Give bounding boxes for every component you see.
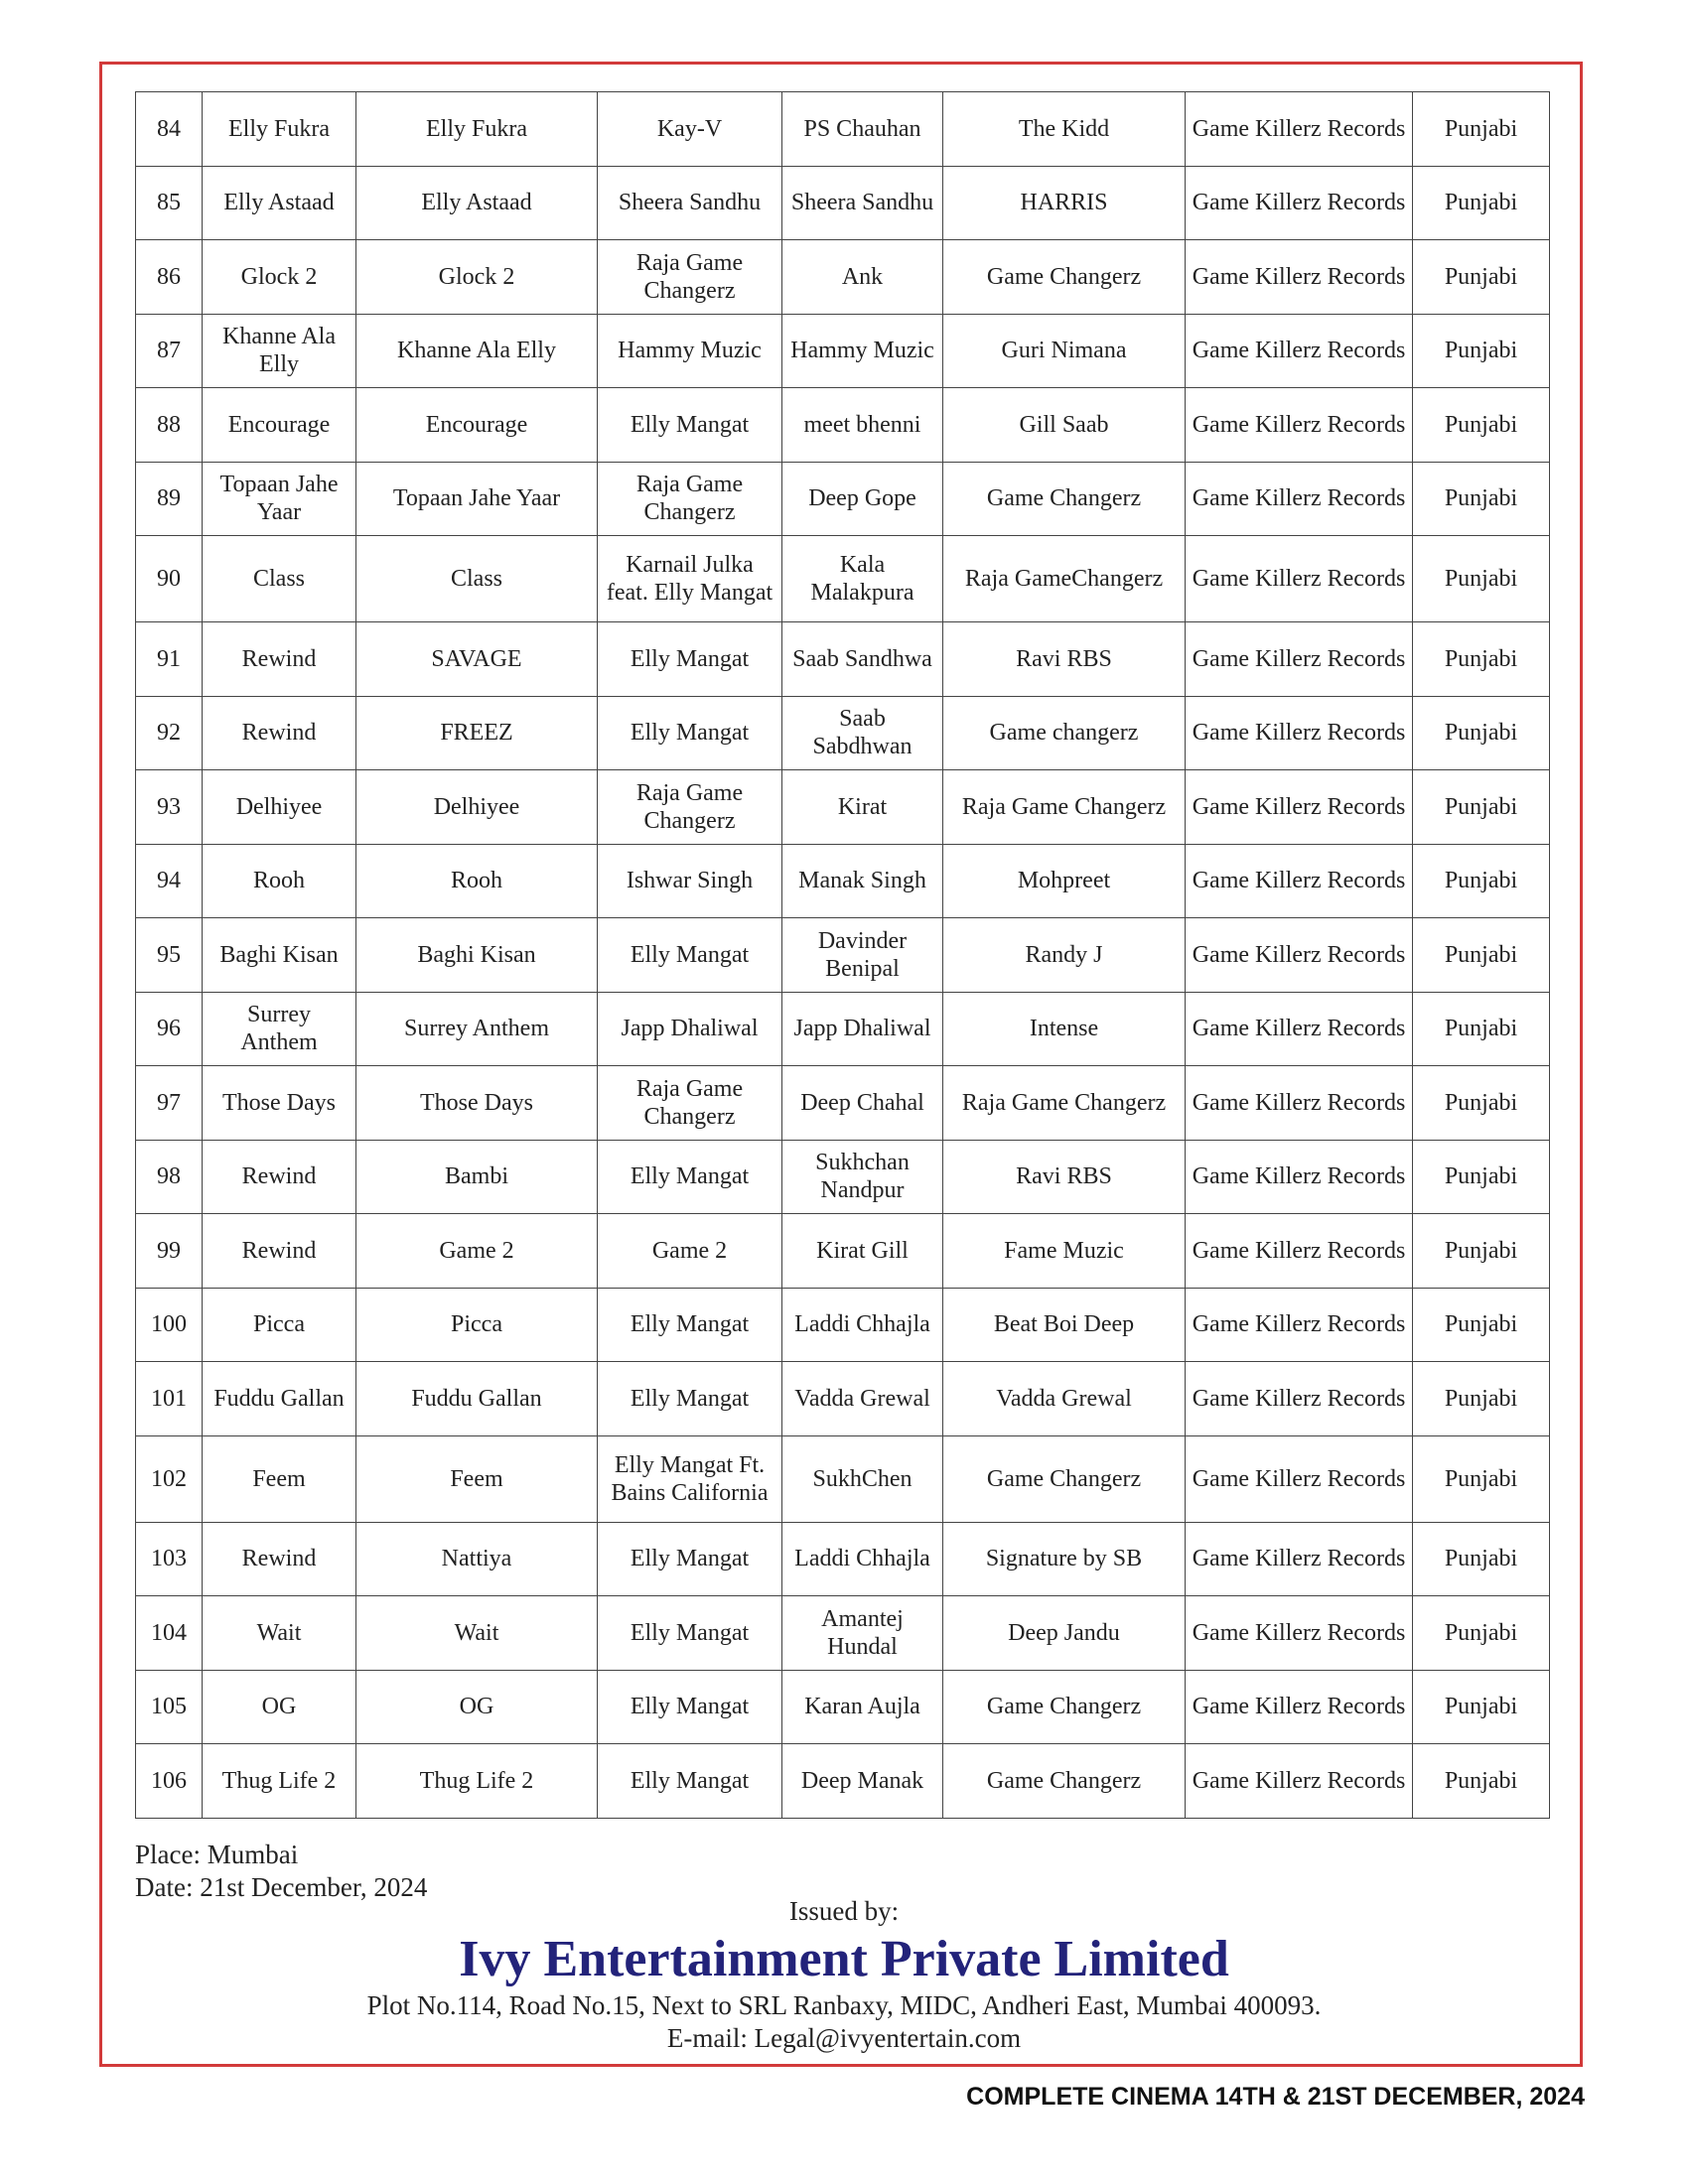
table-cell: Ravi RBS: [943, 1140, 1186, 1214]
table-cell: Mohpreet: [943, 844, 1186, 918]
table-cell: The Kidd: [943, 92, 1186, 167]
table-cell: Amantej Hundal: [782, 1596, 943, 1671]
table-cell: 85: [136, 166, 203, 240]
table-cell: Elly Mangat: [598, 1140, 782, 1214]
table-cell: Ravi RBS: [943, 622, 1186, 697]
company-email: E-mail: Legal@ivyentertain.com: [666, 2023, 1022, 2053]
table-cell: Kirat: [782, 770, 943, 845]
table-cell: Rewind: [203, 696, 356, 770]
table-cell: Game Killerz Records: [1186, 622, 1413, 697]
table-cell: 86: [136, 240, 203, 315]
table-cell: Game Killerz Records: [1186, 1214, 1413, 1289]
table-cell: Game changerz: [943, 696, 1186, 770]
table-cell: 98: [136, 1140, 203, 1214]
table-row: [136, 1744, 1550, 1819]
table-cell: Sheera Sandhu: [782, 166, 943, 240]
table-cell: Punjabi: [1413, 622, 1550, 697]
table-cell: Elly Fukra: [203, 92, 356, 167]
table-cell: 105: [136, 1670, 203, 1744]
table-cell: Saab Sabdhwan: [782, 696, 943, 770]
table-cell: Game Killerz Records: [1186, 1435, 1413, 1522]
table-cell: Khanne Ala Elly: [356, 314, 598, 388]
table-cell: Picca: [203, 1288, 356, 1362]
table-cell: Punjabi: [1413, 1214, 1550, 1289]
table-cell: Fame Muzic: [943, 1214, 1186, 1289]
table-cell: Ank: [782, 240, 943, 315]
table-cell: Punjabi: [1413, 462, 1550, 536]
table-cell: 100: [136, 1288, 203, 1362]
table-cell: Delhiyee: [203, 770, 356, 845]
table-cell: Khanne Ala Elly: [203, 314, 356, 388]
table-cell: Encourage: [203, 388, 356, 463]
table-row: [136, 1140, 1550, 1214]
table-cell: Raja Game Changerz: [598, 240, 782, 315]
table-cell: Karan Aujla: [782, 1670, 943, 1744]
table-cell: Deep Chahal: [782, 1066, 943, 1141]
table-cell: Davinder Benipal: [782, 918, 943, 993]
table-row: [136, 992, 1550, 1066]
table-cell: Topaan Jahe Yaar: [356, 462, 598, 536]
table-cell: Game Killerz Records: [1186, 536, 1413, 622]
table-row: [136, 92, 1550, 167]
table-cell: Signature by SB: [943, 1522, 1186, 1596]
table-cell: Game Changerz: [943, 1435, 1186, 1522]
table-cell: Punjabi: [1413, 844, 1550, 918]
table-cell: Raja Game Changerz: [598, 770, 782, 845]
table-cell: Beat Boi Deep: [943, 1288, 1186, 1362]
table-cell: Elly Mangat: [598, 1596, 782, 1671]
table-cell: 93: [136, 770, 203, 845]
table-cell: Hammy Muzic: [782, 314, 943, 388]
table-cell: Game Killerz Records: [1186, 1522, 1413, 1596]
table-cell: 96: [136, 992, 203, 1066]
table-cell: Game Killerz Records: [1186, 1362, 1413, 1436]
table-cell: Sheera Sandhu: [598, 166, 782, 240]
table-row: [136, 622, 1550, 697]
table-cell: Elly Mangat: [598, 1744, 782, 1819]
table-cell: Vadda Grewal: [943, 1362, 1186, 1436]
table-cell: Punjabi: [1413, 1362, 1550, 1436]
table-cell: Bambi: [356, 1140, 598, 1214]
table-cell: Baghi Kisan: [356, 918, 598, 993]
table-cell: Elly Mangat: [598, 696, 782, 770]
table-cell: Punjabi: [1413, 1066, 1550, 1141]
table-cell: Japp Dhaliwal: [782, 992, 943, 1066]
table-cell: Thug Life 2: [203, 1744, 356, 1819]
place-date: [135, 1839, 427, 1904]
table-cell: Those Days: [356, 1066, 598, 1141]
table-cell: Wait: [203, 1596, 356, 1671]
table-cell: Elly Mangat: [598, 1362, 782, 1436]
table-cell: Game Changerz: [943, 1744, 1186, 1819]
table-cell: Deep Jandu: [943, 1596, 1186, 1671]
table-cell: Game Killerz Records: [1186, 388, 1413, 463]
table-cell: Nattiya: [356, 1522, 598, 1596]
table-cell: Glock 2: [356, 240, 598, 315]
table-cell: Game Killerz Records: [1186, 1140, 1413, 1214]
table-cell: Kirat Gill: [782, 1214, 943, 1289]
table-cell: Surrey Anthem: [203, 992, 356, 1066]
table-row: [136, 1288, 1550, 1362]
table-cell: Gill Saab: [943, 388, 1186, 463]
table-cell: Punjabi: [1413, 1288, 1550, 1362]
table-cell: Feem: [356, 1435, 598, 1522]
table-cell: Encourage: [356, 388, 598, 463]
table-row: [136, 918, 1550, 993]
table-cell: Game Killerz Records: [1186, 696, 1413, 770]
table-cell: Game Killerz Records: [1186, 166, 1413, 240]
credits-table: [135, 91, 1550, 1819]
table-cell: Feem: [203, 1435, 356, 1522]
table-cell: Rooh: [203, 844, 356, 918]
table-cell: Game Killerz Records: [1186, 1288, 1413, 1362]
table-cell: Laddi Chhajla: [782, 1288, 943, 1362]
table-cell: OG: [203, 1670, 356, 1744]
table-cell: Punjabi: [1413, 918, 1550, 993]
table-row: [136, 388, 1550, 463]
table-cell: Punjabi: [1413, 1435, 1550, 1522]
table-cell: Game Killerz Records: [1186, 462, 1413, 536]
table-cell: Fuddu Gallan: [356, 1362, 598, 1436]
table-cell: Game Killerz Records: [1186, 918, 1413, 993]
table-cell: Raja Game Changerz: [943, 770, 1186, 845]
table-cell: Baghi Kisan: [203, 918, 356, 993]
table-cell: Saab Sandhwa: [782, 622, 943, 697]
table-cell: Punjabi: [1413, 770, 1550, 845]
table-cell: Elly Astaad: [356, 166, 598, 240]
table-cell: 103: [136, 1522, 203, 1596]
table-cell: Thug Life 2: [356, 1744, 598, 1819]
table-cell: 106: [136, 1744, 203, 1819]
table-cell: 92: [136, 696, 203, 770]
table-cell: Glock 2: [203, 240, 356, 315]
table-cell: Class: [356, 536, 598, 622]
table-cell: Game Killerz Records: [1186, 240, 1413, 315]
table-cell: Game 2: [598, 1214, 782, 1289]
table-cell: Rewind: [203, 1522, 356, 1596]
table-cell: Punjabi: [1413, 1670, 1550, 1744]
table-row: [136, 696, 1550, 770]
edition-footer: COMPLETE CINEMA 14TH & 21ST DECEMBER, 2024: [966, 2083, 1585, 2111]
table-cell: Punjabi: [1413, 92, 1550, 167]
table-cell: Punjabi: [1413, 536, 1550, 622]
table-cell: Kay-V: [598, 92, 782, 167]
table-cell: 90: [136, 536, 203, 622]
table-cell: Topaan Jahe Yaar: [203, 462, 356, 536]
table-cell: SAVAGE: [356, 622, 598, 697]
table-row: [136, 1435, 1550, 1522]
table-cell: Raja Game Changerz: [598, 462, 782, 536]
table-cell: 87: [136, 314, 203, 388]
table-cell: Game Changerz: [943, 462, 1186, 536]
table-cell: Game Killerz Records: [1186, 992, 1413, 1066]
table-cell: Hammy Muzic: [598, 314, 782, 388]
table-cell: Punjabi: [1413, 314, 1550, 388]
table-cell: Punjabi: [1413, 992, 1550, 1066]
table-cell: 101: [136, 1362, 203, 1436]
table-cell: Punjabi: [1413, 1596, 1550, 1671]
date: Date: 21st December, 2024: [135, 1872, 428, 1902]
table-row: [136, 536, 1550, 622]
table-cell: 89: [136, 462, 203, 536]
table-cell: 95: [136, 918, 203, 993]
table-row: [136, 1214, 1550, 1289]
table-cell: Rewind: [203, 1140, 356, 1214]
table-cell: Punjabi: [1413, 166, 1550, 240]
table-cell: Punjabi: [1413, 388, 1550, 463]
table-cell: Vadda Grewal: [782, 1362, 943, 1436]
table-cell: Game Killerz Records: [1186, 1744, 1413, 1819]
table-cell: Rewind: [203, 1214, 356, 1289]
company-address: Plot No.114, Road No.15, Next to SRL Ranbaxy, MIDC, Andheri East, Mumbai 400093.: [366, 1990, 1322, 2020]
place: Place: Mumbai: [135, 1840, 299, 1869]
table-cell: Class: [203, 536, 356, 622]
table-cell: Elly Mangat: [598, 388, 782, 463]
table-cell: Game Killerz Records: [1186, 1670, 1413, 1744]
table-row: [136, 1362, 1550, 1436]
table-cell: Raja Game Changerz: [943, 1066, 1186, 1141]
table-cell: Picca: [356, 1288, 598, 1362]
table-row: [136, 770, 1550, 845]
table-cell: Laddi Chhajla: [782, 1522, 943, 1596]
table-cell: Ishwar Singh: [598, 844, 782, 918]
table-row: [136, 166, 1550, 240]
table-cell: Raja GameChangerz: [943, 536, 1186, 622]
table-row: [136, 1066, 1550, 1141]
table-row: [136, 1522, 1550, 1596]
table-row: [136, 1596, 1550, 1671]
table-cell: Elly Mangat: [598, 1522, 782, 1596]
table-cell: 91: [136, 622, 203, 697]
table-cell: Game Killerz Records: [1186, 92, 1413, 167]
table-cell: Sukhchan Nandpur: [782, 1140, 943, 1214]
table-cell: Fuddu Gallan: [203, 1362, 356, 1436]
table-row: [136, 1670, 1550, 1744]
table-cell: Delhiyee: [356, 770, 598, 845]
table-cell: Punjabi: [1413, 696, 1550, 770]
table-cell: Japp Dhaliwal: [598, 992, 782, 1066]
table-cell: Kala Malakpura: [782, 536, 943, 622]
table-cell: Punjabi: [1413, 240, 1550, 315]
table-cell: PS Chauhan: [782, 92, 943, 167]
table-cell: Those Days: [203, 1066, 356, 1141]
table-cell: Punjabi: [1413, 1140, 1550, 1214]
table-cell: 84: [136, 92, 203, 167]
table-cell: Game 2: [356, 1214, 598, 1289]
table-cell: Game Killerz Records: [1186, 1066, 1413, 1141]
table-cell: Raja Game Changerz: [598, 1066, 782, 1141]
table-row: [136, 844, 1550, 918]
table-cell: Elly Mangat: [598, 1288, 782, 1362]
table-cell: Elly Mangat Ft. Bains California: [598, 1435, 782, 1522]
company-name: Ivy Entertainment Private Limited: [459, 1931, 1229, 1987]
table-cell: HARRIS: [943, 166, 1186, 240]
table-cell: Game Killerz Records: [1186, 1596, 1413, 1671]
table-cell: Manak Singh: [782, 844, 943, 918]
table-cell: OG: [356, 1670, 598, 1744]
table-cell: Game Changerz: [943, 1670, 1186, 1744]
table-cell: FREEZ: [356, 696, 598, 770]
table-row: [136, 314, 1550, 388]
table-cell: Elly Mangat: [598, 1670, 782, 1744]
table-cell: Rooh: [356, 844, 598, 918]
table-cell: Wait: [356, 1596, 598, 1671]
table-cell: meet bhenni: [782, 388, 943, 463]
table-cell: Karnail Julka feat. Elly Mangat: [598, 536, 782, 622]
table-cell: 102: [136, 1435, 203, 1522]
table-cell: Deep Manak: [782, 1744, 943, 1819]
table-cell: Elly Fukra: [356, 92, 598, 167]
table-cell: 94: [136, 844, 203, 918]
table-cell: Randy J: [943, 918, 1186, 993]
table-cell: Punjabi: [1413, 1744, 1550, 1819]
table-row: [136, 240, 1550, 315]
table-cell: Punjabi: [1413, 1522, 1550, 1596]
table-cell: Surrey Anthem: [356, 992, 598, 1066]
table-cell: 97: [136, 1066, 203, 1141]
table-row: [136, 462, 1550, 536]
table-cell: Elly Mangat: [598, 918, 782, 993]
table-cell: Game Killerz Records: [1186, 844, 1413, 918]
table-cell: Guri Nimana: [943, 314, 1186, 388]
table-cell: 99: [136, 1214, 203, 1289]
issued-by: Issued by:: [788, 1896, 900, 1926]
table-cell: Game Killerz Records: [1186, 314, 1413, 388]
table-cell: 88: [136, 388, 203, 463]
table-cell: 104: [136, 1596, 203, 1671]
table-cell: Game Killerz Records: [1186, 770, 1413, 845]
table-cell: Game Changerz: [943, 240, 1186, 315]
table-cell: Rewind: [203, 622, 356, 697]
table-cell: Intense: [943, 992, 1186, 1066]
table-cell: Deep Gope: [782, 462, 943, 536]
table-cell: SukhChen: [782, 1435, 943, 1522]
table-cell: Elly Mangat: [598, 622, 782, 697]
table-cell: Elly Astaad: [203, 166, 356, 240]
